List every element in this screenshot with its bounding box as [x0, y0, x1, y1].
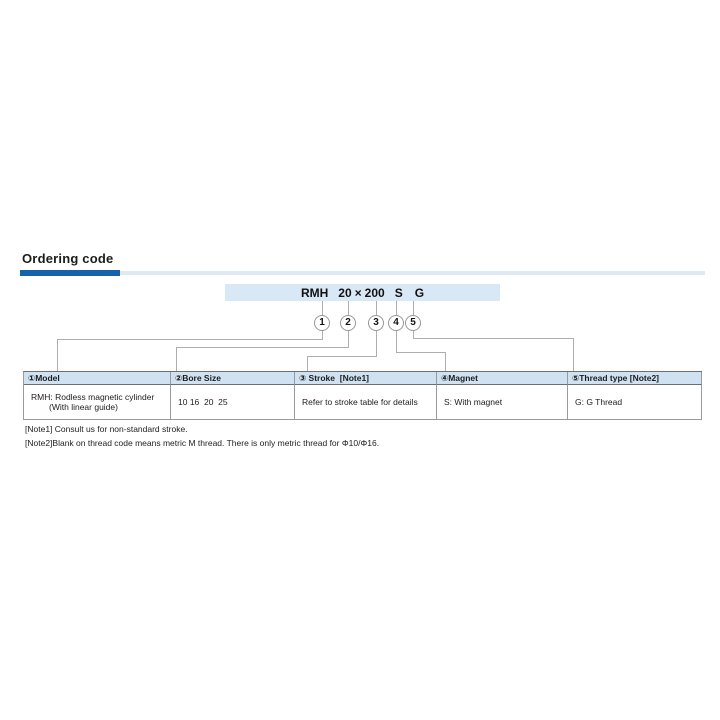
- connector-line: [322, 331, 323, 339]
- model-value-line2: (With linear guide): [49, 402, 118, 412]
- table-header-magnet: ④Magnet: [437, 372, 568, 385]
- connector-line: [348, 331, 349, 347]
- stroke-value: Refer to stroke table for details: [302, 397, 418, 407]
- bore-size-value: 10 16 20 25: [178, 397, 228, 407]
- connector-line: [445, 352, 446, 371]
- code-stub-line: [322, 301, 323, 315]
- ordering-code-table: [23, 371, 702, 420]
- connector-line: [396, 352, 445, 353]
- table-cell-magnet: [437, 385, 568, 420]
- code-stub-line: [376, 301, 377, 315]
- connector-line: [57, 339, 323, 340]
- table-cell-stroke: [295, 385, 437, 420]
- connector-line: [57, 339, 58, 371]
- code-times-sign: ×: [354, 285, 362, 300]
- code-stub-line: [413, 301, 414, 315]
- connector-line: [176, 347, 177, 371]
- connector-line: [413, 331, 414, 338]
- footnote-1: [Note1] Consult us for non-standard stroke.: [25, 424, 188, 434]
- model-value-line1: RMH: Rodless magnetic cylinder: [31, 392, 155, 402]
- callout-circle-5: 5: [405, 315, 421, 331]
- callout-circle-3: 3: [368, 315, 384, 331]
- code-model: RMH: [300, 285, 329, 300]
- code-magnet: S: [394, 285, 403, 300]
- table-cell-bore-size: [171, 385, 295, 420]
- callout-circle-4: 4: [388, 315, 404, 331]
- ordering-code-bar: [225, 284, 500, 301]
- connector-line: [396, 331, 397, 352]
- connector-line: [413, 338, 573, 339]
- footnote-2: [Note2]Blank on thread code means metric M thread. There is only metric thread for Φ10/Φ16.: [25, 438, 380, 448]
- thread-type-value: G: G Thread: [575, 397, 623, 407]
- section-title: Ordering code: [22, 251, 114, 266]
- title-accent-bar: [20, 270, 120, 276]
- table-cell-model: [24, 385, 171, 420]
- code-thread: G: [414, 285, 425, 300]
- connector-line: [307, 356, 377, 357]
- connector-line: [176, 347, 349, 348]
- table-header-bore-size: ②Bore Size: [171, 372, 295, 385]
- title-rule: [120, 271, 705, 275]
- table-header-stroke: ③ Stroke [Note1]: [295, 372, 437, 385]
- callout-circle-1: 1: [314, 315, 330, 331]
- code-stub-line: [396, 301, 397, 315]
- code-stroke: 200: [364, 285, 385, 300]
- code-stub-line: [348, 301, 349, 315]
- connector-line: [376, 331, 377, 356]
- table-header-thread-type: ⑤Thread type [Note2]: [568, 372, 702, 385]
- code-bore: 20: [338, 285, 352, 300]
- connector-line: [573, 338, 574, 371]
- table-header-model: ①Model: [24, 372, 171, 385]
- magnet-value: S: With magnet: [444, 397, 503, 407]
- callout-circle-2: 2: [340, 315, 356, 331]
- connector-line: [307, 356, 308, 371]
- table-cell-thread-type: [568, 385, 702, 420]
